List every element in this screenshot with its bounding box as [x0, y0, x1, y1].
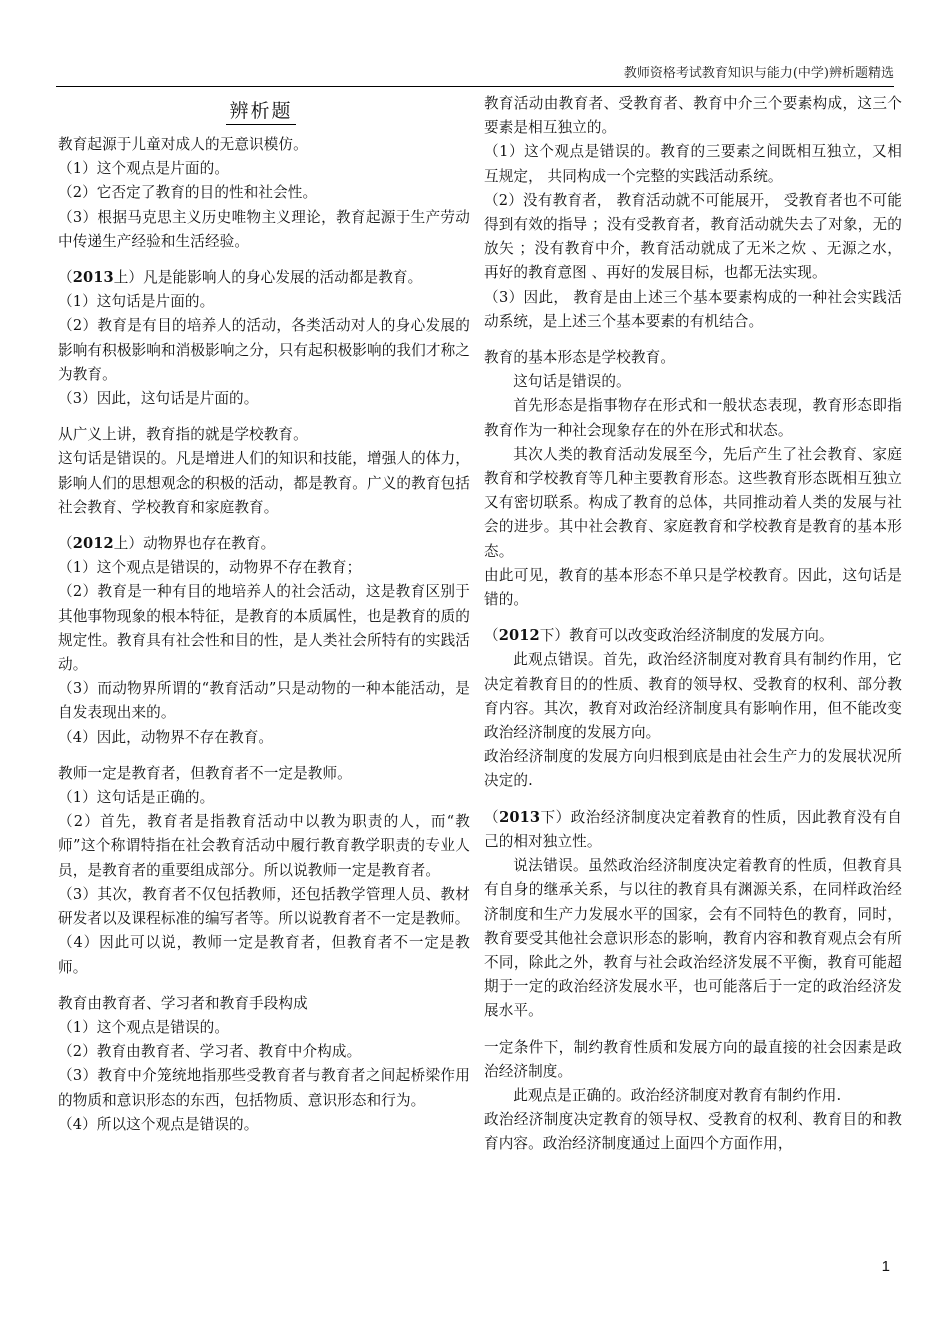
question-statement: 教师一定是教育者，但教育者不一定是教师。 [58, 764, 352, 782]
question-block [58, 532, 470, 750]
question-statement [484, 624, 902, 648]
answer-line: （3）根据马克思主义历史唯物主义理论，教育起源于生产劳动中传递生产经验和生活经验。 [58, 208, 470, 250]
question-text: 上）动物界也存在教育。 [113, 535, 276, 553]
answer-paragraph: 政治经济制度的发展方向归根到底是由社会生产力的发展状况所决定的. [484, 748, 902, 790]
question-text: 上）凡是能影响人的身心发展的活动都是教育。 [113, 269, 423, 287]
question-statement: 教育的基本形态是学校教育。 [484, 349, 676, 367]
section-title: 辨析题 [226, 98, 296, 125]
question-statement: 从广义上讲，教育指的就是学校教育。 [58, 426, 308, 444]
answer-line: （2）教育是一种有目的地培养人的社会活动，这是教育区别于其他事物现象的根本特征，是教育的本质属性，也是教育的质的规定性。教育具有社会性和目的性，是人类社会所特有的实践活动。 [58, 583, 470, 674]
paren: （ [58, 269, 73, 287]
question-statement [484, 806, 902, 854]
question-block [58, 266, 470, 411]
left-column [58, 92, 470, 1149]
answer-line: （1）这个观点是片面的。 [58, 160, 230, 178]
question-block [484, 806, 902, 1024]
paren: （ [484, 627, 499, 645]
question-block [58, 133, 470, 254]
right-column [484, 92, 902, 1169]
question-block [484, 346, 902, 612]
page-number: 1 [881, 1258, 890, 1275]
answer-paragraph: 说法错误。虽然政治经济制度决定着教育的性质，但教育具有自身的继承关系，与以往的教育具有渊源关系，在同样政治经济制度和生产力发展水平的国家，会有不同特色的教育，同时，教育要受其他社会意识形态的影响，教育内容和教育观点会有所不同，除此之外，教育与社会政治经济发展不平衡，教育可能超期于一定的政治经济发展水平，也可能落后于一定的政治经济发展水平。 [484, 857, 902, 1020]
answer-line: （1）这句话是片面的。 [58, 293, 215, 311]
answer-line: （3）因此，这句话是片面的。 [58, 390, 259, 408]
question-statement: 教育活动由教育者、受教育者、教育中介三个要素构成，这三个要素是相互独立的。 [484, 95, 902, 137]
question-text: 下）教育可以改变政治经济制度的发展方向。 [539, 627, 834, 645]
year-tag: 2012 [72, 535, 114, 553]
answer-paragraph: 政治经济制度决定教育的领导权、受教育的权利、教育目的和教育内容。政治经济制度通过上面四个方面作用， [484, 1111, 902, 1153]
answer-paragraph: 这句话是错误的。 [513, 373, 631, 391]
question-text: 下）政治经济制度决定着教育的性质，因此教育没有自己的相对独立性。 [484, 808, 903, 850]
answer-paragraph: 此观点是正确的。政治经济制度对教育有制约作用. [513, 1086, 842, 1104]
year-tag: 2013 [499, 808, 541, 826]
answer-paragraph: 首先形态是指事物存在形式和一般状态表现，教育形态即指教育作为一种社会现象存在的外在形式和状态。 [484, 397, 902, 439]
answer-line: （3）其次，教育者不仅包括教师，还包括教学管理人员、教材研发者以及课程标准的编写者等。所以说教育者不一定是教师。 [58, 885, 470, 928]
answer-line: （2）教育是有目的培养人的活动，各类活动对人的身心发展的影响有积极影响和消极影响之分，只有起积极影响的我们才称之为教育。 [58, 317, 470, 383]
year-tag: 2012 [498, 627, 540, 645]
year-tag: 2013 [72, 269, 114, 287]
answer-line: （3）而动物界所谓的“教育活动”只是动物的一种本能活动，是自发表现出来的。 [58, 680, 470, 722]
answer-line: （1）这个观点是错误的。教育的三要素之间既相互独立，又相互规定， 共同构成一个完整的实践活动系统。 [484, 143, 902, 185]
question-block [484, 1036, 902, 1157]
header-title: 教师资格考试教育知识与能力(中学)辨析题精选 [623, 66, 894, 81]
answer-line: （2）没有教育者， 教育活动就不可能展开， 受教育者也不可能得到有效的指导 ；没有受教育者，教育活动就失去了对象，无的放矢 ；没有教育中介，教育活动就成了无米之炊 、无源之水，再好的教育意图 、再好的发展目标，也都无法实现。 [484, 191, 902, 282]
question-block [484, 624, 902, 793]
question-statement: 教育由教育者、学习者和教育手段构成 [58, 994, 308, 1012]
question-block [58, 992, 470, 1137]
question-statement: 一定条件下，制约教育性质和发展方向的最直接的社会因素是政治经济制度。 [484, 1038, 902, 1080]
answer-line: （1）这个观点是错误的，动物界不存在教育； [58, 559, 362, 577]
question-statement [58, 532, 470, 556]
answer-line: （1）这句话是正确的。 [58, 789, 215, 807]
paren: （ [58, 535, 73, 553]
answer-paragraph: 由此可见，教育的基本形态不单只是学校教育。因此，这句话是错的。 [484, 566, 902, 609]
answer-line: （4）因此，动物界不存在教育。 [58, 728, 274, 746]
answer-line: （2）它否定了教育的目的性和社会性。 [58, 184, 318, 202]
answer-paragraph: 其次人类的教育活动发展至今，先后产生了社会教育、家庭教育和学校教育等几种主要教育形态。这些教育形态既相互独立又有密切联系。构成了教育的总体，共同推动着人类的发展与社会的进步。其中社会教育、家庭教育和学校教育是教育的基本形态。 [484, 445, 902, 560]
answer-line: （2）教育由教育者、学习者、教育中介构成。 [58, 1043, 362, 1061]
question-block [58, 423, 470, 520]
answer-line: （1）这个观点是错误的。 [58, 1018, 230, 1036]
question-statement [58, 266, 470, 290]
answer-line: （4）所以这个观点是错误的。 [58, 1115, 259, 1133]
answer-line: （2）首先，教育者是指教育活动中以教为职责的人，而“教师”这个称谓特指在社会教育活动中履行教育教学职责的专业人员，是教育者的重要组成部分。所以说教师一定是教育者。 [58, 813, 470, 879]
question-block [58, 762, 470, 980]
paren: （ [484, 808, 500, 826]
question-statement: 教育起源于儿童对成人的无意识模仿。 [58, 136, 308, 153]
answer-line: （4）因此可以说，教师一定是教育者，但教育者不一定是教师。 [58, 934, 470, 976]
answer-paragraph: 此观点错误。首先，政治经济制度对教育具有制约作用，它决定着教育目的的性质、教育的领导权、受教育的权利、部分教育内容。其次，教育对政治经济制度具有影响作用，但不能改变政治经济制度的发展方向。 [484, 651, 902, 742]
question-block [484, 92, 902, 334]
answer-line: （3）教育中介笼统地指那些受教育者与教育者之间起桥梁作用的物质和意识形态的东西，包括物质、意识形态和行为。 [58, 1067, 470, 1109]
answer-line: （3）因此， 教育是由上述三个基本要素构成的一种社会实践活动系统，是上述三个基本要素的有机结合。 [484, 288, 902, 330]
header-divider [56, 86, 894, 87]
answer-line: 这句话是错误的。凡是增进人们的知识和技能，增强人的体力，影响人们的思想观念的积极的活动，都是教育。广义的教育包括社会教育、学校教育和家庭教育。 [58, 450, 470, 516]
